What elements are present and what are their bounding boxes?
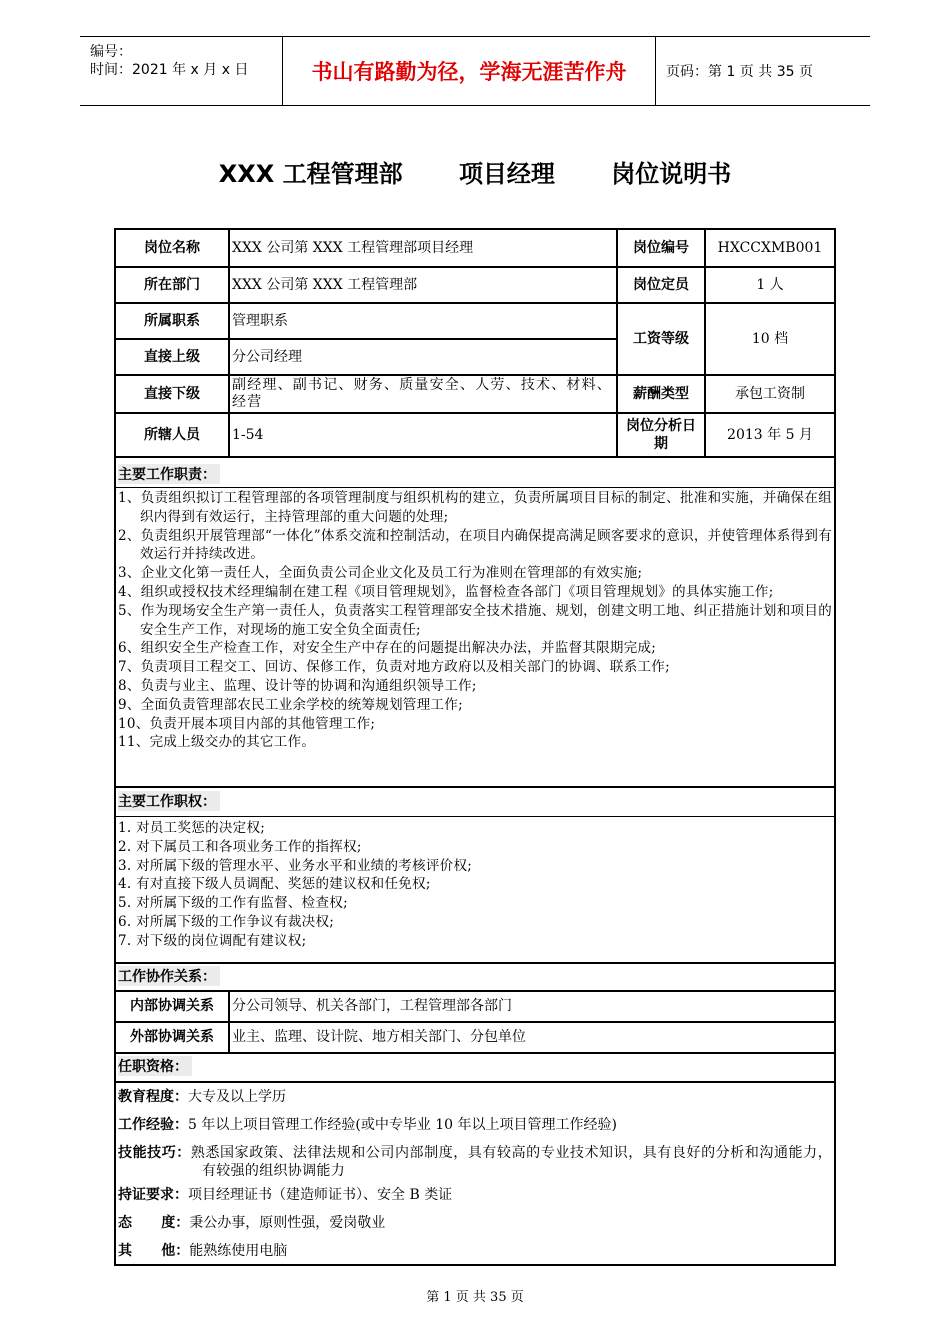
title-doc-type: 岗位说明书	[611, 160, 732, 188]
post-code-value: HXCCXMB001	[717, 239, 823, 256]
post-code-label: 岗位编号	[633, 240, 689, 256]
pay-type-value: 承包工资制	[735, 385, 805, 402]
external-relations-value: 业主、监理、设计院、地方相关部门、分包单位	[232, 1028, 526, 1045]
superior-label: 直接上级	[144, 349, 200, 365]
right-item: 4. 有对直接下级人员调配、奖惩的建议权和任免权;	[118, 876, 431, 893]
post-name-value: XXX 公司第 XXX 工程管理部项目经理	[232, 239, 474, 256]
duty-item: 6、组织安全生产检查工作，对安全生产中存在的问题提出解决办法，并监督其限期完成;	[118, 640, 657, 657]
duty-item: 3、企业文化第一责任人，全面负责公司企业文化及员工行为准则在管理部的有效实施;	[118, 565, 643, 582]
education-value: 大专及以上学历	[188, 1089, 286, 1105]
certificate-row	[118, 1184, 832, 1204]
analysis-date-value: 2013 年 5 月	[727, 426, 813, 443]
staff-value: 1-54	[232, 426, 264, 443]
duty-item: 1、负责组织拟订工程管理部的各项管理制度与组织机构的建立，负责所属项目目标的制定、批准和实施，并确保在组织内得到有效运行，主持管理部的重大问题的处理;	[118, 490, 832, 525]
skills-value: 熟悉国家政策、法律法规和公司内部制度，具有较高的专业技术知识，具有良好的分析和沟通能力，有较强的组织协调能力	[190, 1145, 832, 1179]
skills-label: 技能技巧：	[118, 1145, 191, 1161]
rights-list	[118, 819, 832, 951]
job-description-form	[114, 228, 836, 1266]
education-row	[118, 1086, 832, 1106]
salary-grade-label: 工资等级	[633, 331, 689, 347]
right-item: 7. 对下级的岗位调配有建议权;	[118, 932, 307, 949]
department-label: 所在部门	[144, 277, 200, 293]
document-title	[0, 154, 950, 189]
experience-label: 工作经验：	[118, 1117, 188, 1133]
relations-heading: 工作协作关系：	[118, 966, 220, 986]
document-number-label: 编号：	[90, 44, 132, 60]
series-label: 所属职系	[144, 313, 200, 329]
page-header	[80, 36, 870, 106]
duty-item: 8、负责与业主、监理、设计等的协调和沟通组织领导工作;	[118, 677, 477, 694]
duty-item: 9、全面负责管理部农民工业余学校的统筹规划管理工作;	[118, 696, 463, 713]
duty-item: 4、组织或授权技术经理编制在建工程《项目管理规划》，监督检查各部门《项目管理规划》的具体实施工作;	[118, 583, 774, 600]
right-item: 3. 对所属下级的管理水平、业务水平和业绩的考核评价权;	[118, 857, 473, 874]
right-item: 6. 对所属下级的工作争议有裁决权;	[118, 913, 335, 930]
internal-relations-label: 内部协调关系	[130, 998, 214, 1014]
certificate-value: 项目经理证书（建造师证书）、安全 B 类证	[188, 1187, 453, 1203]
right-item: 1. 对员工奖惩的决定权;	[118, 820, 266, 836]
department-value: XXX 公司第 XXX 工程管理部	[232, 276, 418, 293]
analysis-date-label: 岗位分析日期	[626, 418, 696, 452]
duty-item: 7、负责项目工程交工、回访、保修工作，负责对地方政府以及相关部门的协调、联系工作;	[118, 659, 670, 676]
duties-list	[118, 489, 832, 752]
qualifications-heading: 任职资格：	[118, 1056, 192, 1076]
superior-value: 分公司经理	[232, 348, 302, 365]
duty-item: 10、负责开展本项目内部的其他管理工作;	[118, 715, 376, 732]
subordinate-label: 直接下级	[144, 386, 200, 402]
internal-relations-value: 分公司领导、机关各部门，工程管理部各部门	[232, 997, 512, 1014]
experience-value: 5 年以上项目管理工作经验(或中专毕业 10 年以上项目管理工作经验)	[188, 1117, 617, 1133]
other-row	[118, 1240, 832, 1260]
document-date: 时间：2021 年 x 月 x 日	[90, 62, 249, 78]
rights-heading: 主要工作职权：	[118, 791, 220, 811]
skills-row	[118, 1144, 832, 1180]
attitude-row	[118, 1212, 832, 1232]
page-footer: 第 1 页 共 35 页	[426, 1290, 524, 1305]
subordinate-value: 副经理、副书记、财务、质量安全、人劳、技术、材料、经营	[232, 377, 612, 410]
certificate-label: 持证要求：	[118, 1187, 188, 1203]
quota-label: 岗位定员	[633, 277, 689, 293]
series-value: 管理职系	[232, 312, 288, 329]
attitude-value: 秉公办事，原则性强，爱岗敬业	[189, 1215, 386, 1231]
right-item: 2. 对下属员工和各项业务工作的指挥权;	[118, 838, 362, 855]
salary-grade-value: 10 档	[751, 330, 789, 347]
attitude-label: 态 度：	[118, 1215, 190, 1231]
pay-type-label: 薪酬类型	[633, 386, 689, 402]
header-meta	[80, 37, 280, 105]
title-department: XXX 工程管理部	[218, 160, 403, 188]
header-page-info: 页码：第 1 页 共 35 页	[666, 64, 813, 80]
duties-heading: 主要工作职责：	[118, 464, 220, 484]
external-relations-label: 外部协调关系	[130, 1029, 214, 1045]
education-label: 教育程度：	[118, 1089, 188, 1105]
duty-item: 5、作为现场安全生产第一责任人，负责落实工程管理部安全技术措施、规划，创建文明工地、纠正措施计划和项目的安全生产工作，对现场的施工安全负全面责任;	[118, 602, 832, 638]
staff-label: 所辖人员	[144, 427, 200, 443]
experience-row	[118, 1114, 832, 1134]
header-motto: 书山有路勤为径，学海无涯苦作舟	[282, 37, 656, 105]
title-position: 项目经理	[458, 160, 555, 188]
duty-item: 11、完成上级交办的其它工作。	[118, 734, 316, 751]
quota-value: 1 人	[756, 276, 784, 293]
other-value: 能熟练使用电脑	[189, 1243, 288, 1259]
right-item: 5. 对所属下级的工作有监督、检查权;	[118, 895, 348, 912]
post-name-label: 岗位名称	[144, 240, 200, 256]
other-label: 其 他：	[118, 1243, 190, 1259]
duty-item: 2、负责组织开展管理部“一体化”体系交流和控制活动，在项目内确保提高满足顾客要求的意识，并使管理体系得到有效运行并持续改进。	[118, 527, 832, 563]
